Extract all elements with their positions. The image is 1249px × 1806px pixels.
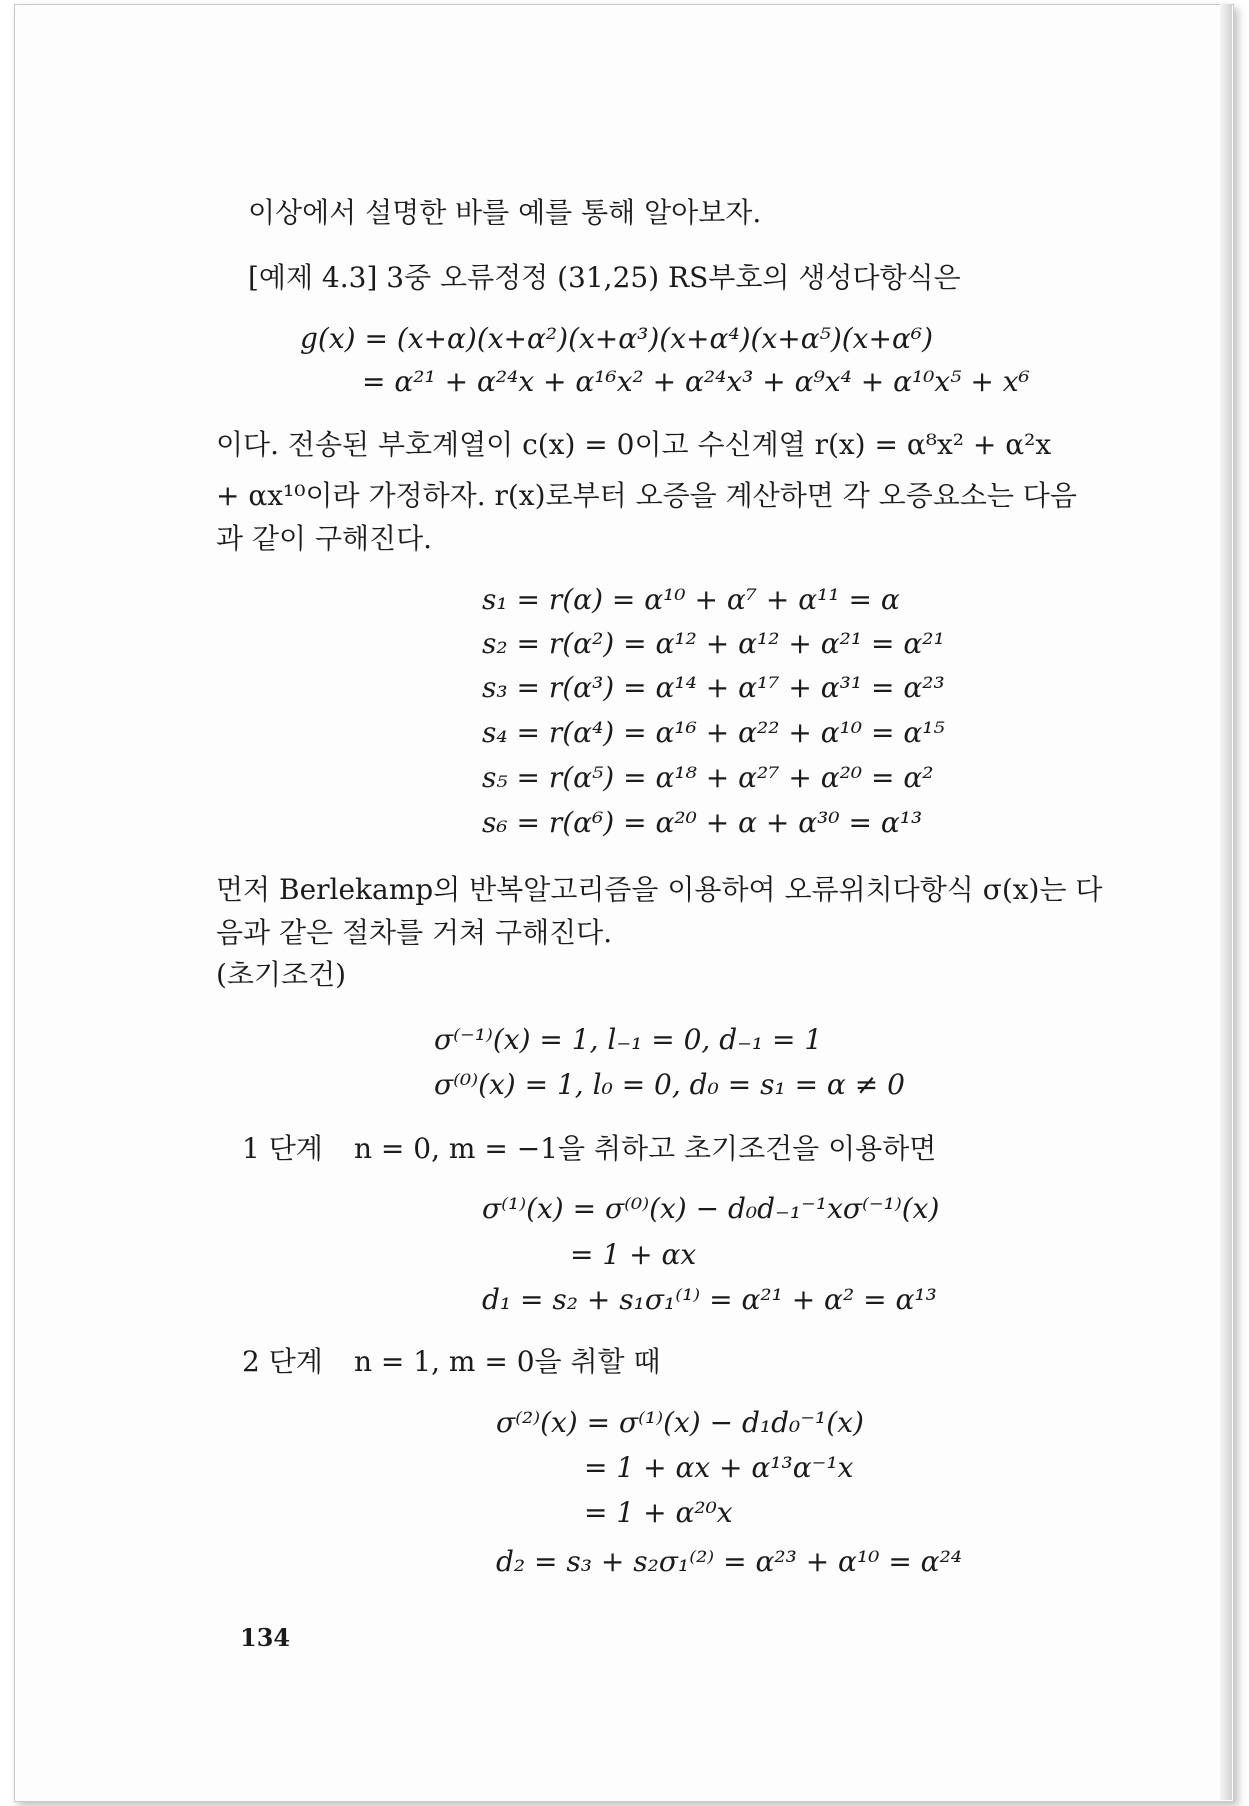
step1-label: 1 단계 xyxy=(242,1132,323,1165)
step2-equation-1: σ⁽²⁾(x) = σ⁽¹⁾(x) − d₁d₀⁻¹(x) xyxy=(496,1406,864,1439)
step2-condition: n = 1, m = 0을 취할 때 xyxy=(354,1345,661,1378)
paragraph2-line2: 음과 같은 절차를 거쳐 구해진다. xyxy=(216,916,613,949)
generator-polynomial-line2: = α²¹ + α²⁴x + α¹⁶x² + α²⁴x³ + α⁹x⁴ + α¹⁰x⁵ + x⁶ xyxy=(362,365,1030,398)
initial-condition-2: σ⁽⁰⁾(x) = 1, l₀ = 0, d₀ = s₁ = α ≠ 0 xyxy=(434,1068,905,1101)
step1-condition: n = 0, m = −1을 취하고 초기조건을 이용하면 xyxy=(354,1132,937,1165)
syndrome-s3: s₃ = r(α³) = α¹⁴ + α¹⁷ + α³¹ = α²³ xyxy=(482,671,945,704)
step2-equation-4: d₂ = s₃ + s₂σ₁⁽²⁾ = α²³ + α¹⁰ = α²⁴ xyxy=(496,1545,963,1578)
step1-equation-2: = 1 + αx xyxy=(570,1238,697,1271)
initial-condition-1: σ⁽⁻¹⁾(x) = 1, l₋₁ = 0, d₋₁ = 1 xyxy=(434,1023,823,1056)
page-edge xyxy=(1220,4,1232,1800)
initial-conditions-heading: (초기조건) xyxy=(216,958,347,991)
syndrome-s6: s₆ = r(α⁶) = α²⁰ + α + α³⁰ = α¹³ xyxy=(482,806,923,839)
step2-equation-3: = 1 + α²⁰x xyxy=(584,1496,733,1529)
step1-equation-1: σ⁽¹⁾(x) = σ⁽⁰⁾(x) − d₀d₋₁⁻¹xσ⁽⁻¹⁾(x) xyxy=(482,1192,940,1225)
paragraph1-line1: 이다. 전송된 부호계열이 c(x) = 0이고 수신계열 r(x) = α⁸x² + α²x xyxy=(216,428,1052,461)
paragraph2-line1: 먼저 Berlekamp의 반복알고리즘을 이용하여 오류위치다항식 σ(x)는 다 xyxy=(216,873,1103,906)
intro-sentence: 이상에서 설명한 바를 예를 통해 알아보자. xyxy=(248,196,762,229)
syndrome-s4: s₄ = r(α⁴) = α¹⁶ + α²² + α¹⁰ = α¹⁵ xyxy=(482,716,945,749)
page-number: 134 xyxy=(240,1623,291,1652)
step2-label: 2 단계 xyxy=(242,1345,323,1378)
syndrome-s5: s₅ = r(α⁵) = α¹⁸ + α²⁷ + α²⁰ = α² xyxy=(482,761,934,794)
step2-equation-2: = 1 + αx + α¹³α⁻¹x xyxy=(584,1451,854,1484)
example-title: [예제 4.3] 3중 오류정정 (31,25) RS부호의 생성다항식은 xyxy=(248,261,961,294)
paragraph1-line2: + αx¹⁰이라 가정하자. r(x)로부터 오증을 계산하면 각 오증요소는 다음 xyxy=(216,479,1077,512)
paragraph1-line3: 과 같이 구해진다. xyxy=(216,522,433,555)
syndrome-s2: s₂ = r(α²) = α¹² + α¹² + α²¹ = α²¹ xyxy=(482,627,945,660)
generator-polynomial-line1: g(x) = (x+α)(x+α²)(x+α³)(x+α⁴)(x+α⁵)(x+α⁶) xyxy=(300,322,933,355)
step1-equation-3: d₁ = s₂ + s₁σ₁⁽¹⁾ = α²¹ + α² = α¹³ xyxy=(482,1283,937,1316)
syndrome-s1: s₁ = r(α) = α¹⁰ + α⁷ + α¹¹ = α xyxy=(482,583,900,616)
